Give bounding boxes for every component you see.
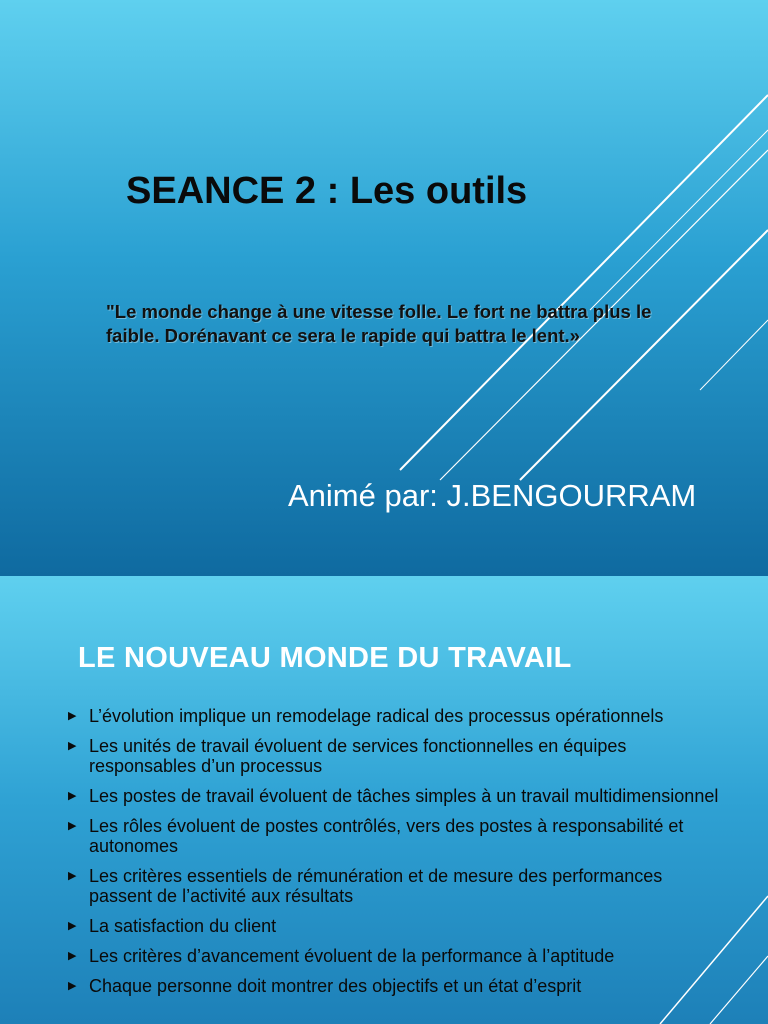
list-item-text: Les rôles évoluent de postes contrôlés, vers des postes à responsabilité et autonomes bbox=[89, 816, 684, 856]
list-item bbox=[66, 786, 726, 806]
triangle-right-icon: ▶ bbox=[68, 820, 77, 832]
triangle-right-icon: ▶ bbox=[68, 920, 77, 932]
list-item bbox=[66, 916, 726, 936]
slide-title: SEANCE 2 : Les outils bbox=[126, 170, 528, 212]
presenter-name: Animé par: J.BENGOURRAM bbox=[288, 478, 697, 513]
list-item-text: Les critères d’avancement évoluent de la performance à l’aptitude bbox=[89, 946, 615, 966]
list-item-text: L’évolution implique un remodelage radical des processus opérationnels bbox=[89, 706, 664, 726]
list-item bbox=[66, 866, 726, 906]
triangle-right-icon: ▶ bbox=[68, 870, 77, 882]
triangle-right-icon: ▶ bbox=[68, 740, 77, 752]
list-item-text: Chaque personne doit montrer des objectifs et un état d’esprit bbox=[89, 976, 582, 996]
quote-text bbox=[106, 300, 756, 348]
list-item-text: Les postes de travail évoluent de tâches simples à un travail multidimensionnel bbox=[89, 786, 719, 806]
list-item bbox=[66, 946, 726, 966]
list-item bbox=[66, 706, 726, 726]
list-item-text: La satisfaction du client bbox=[89, 916, 277, 936]
content-slide bbox=[0, 576, 768, 1024]
list-item bbox=[66, 976, 726, 996]
list-item-text: Les unités de travail évoluent de services fonctionnelles en équipes responsables d’un processus bbox=[89, 736, 627, 776]
list-item-text: Les critères essentiels de rémunération et de mesure des performances passent de l’activité aux résultats bbox=[89, 866, 663, 906]
quote-line-2: faible. Dorénavant ce sera le rapide qui battra le lent.» bbox=[106, 325, 580, 346]
section-title: LE NOUVEAU MONDE DU TRAVAIL bbox=[78, 642, 572, 674]
bullet-list bbox=[66, 706, 726, 1006]
quote-line-1: "Le monde change à une vitesse folle. Le fort ne battra plus le bbox=[106, 301, 652, 322]
triangle-right-icon: ▶ bbox=[68, 790, 77, 802]
list-item bbox=[66, 816, 726, 856]
list-item bbox=[66, 736, 726, 776]
triangle-right-icon: ▶ bbox=[68, 710, 77, 722]
triangle-right-icon: ▶ bbox=[68, 950, 77, 962]
triangle-right-icon: ▶ bbox=[68, 980, 77, 992]
